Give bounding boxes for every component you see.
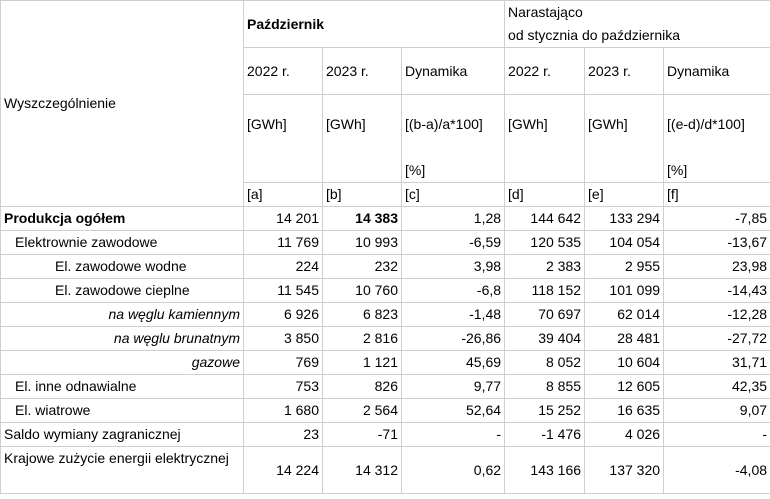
cell-b: 232 [323, 255, 402, 279]
row-label: na węglu kamiennym [1, 303, 244, 327]
cell-e: 12 605 [585, 375, 664, 399]
table-row [1, 303, 770, 327]
cell-d: -1 476 [505, 423, 585, 447]
col-letter-a: [a] [244, 183, 323, 207]
header-group-october: Październik [244, 1, 505, 48]
col-c-unit: [(b-a)/a*100] [402, 95, 505, 160]
table-row [1, 207, 770, 231]
cell-a: 14 201 [244, 207, 323, 231]
cell-a: 3 850 [244, 327, 323, 351]
col-letter-e: [e] [585, 183, 664, 207]
cell-f: -7,85 [664, 207, 770, 231]
cell-c: -26,86 [402, 327, 505, 351]
row-label: El. zawodowe wodne [1, 255, 244, 279]
col-f-pct: [%] [664, 159, 770, 183]
cell-d: 39 404 [505, 327, 585, 351]
table-row [1, 399, 770, 423]
cell-b: 10 760 [323, 279, 402, 303]
table-row [1, 327, 770, 351]
col-a-year: 2022 r. [244, 48, 323, 95]
cell-f: -12,28 [664, 303, 770, 327]
table-row [1, 423, 770, 447]
table-row [1, 255, 770, 279]
cell-d: 8 855 [505, 375, 585, 399]
cell-b: -71 [323, 423, 402, 447]
cell-f: 31,71 [664, 351, 770, 375]
cell-c: 45,69 [402, 351, 505, 375]
col-c-pct: [%] [402, 159, 505, 183]
cell-c: -6,59 [402, 231, 505, 255]
table-row [1, 231, 770, 255]
col-a-unit: [GWh] [244, 95, 323, 183]
header-group-cumulative-1: Narastająco [505, 1, 770, 25]
row-label: El. wiatrowe [1, 399, 244, 423]
cell-d: 120 535 [505, 231, 585, 255]
header-row-1 [1, 1, 770, 25]
cell-e: 16 635 [585, 399, 664, 423]
col-d-year: 2022 r. [505, 48, 585, 95]
cell-b: 2 816 [323, 327, 402, 351]
col-letter-d: [d] [505, 183, 585, 207]
col-letter-c: [c] [402, 183, 505, 207]
cell-d: 70 697 [505, 303, 585, 327]
cell-e: 2 955 [585, 255, 664, 279]
cell-c: -6,8 [402, 279, 505, 303]
cell-a: 23 [244, 423, 323, 447]
cell-b: 2 564 [323, 399, 402, 423]
cell-d: 2 383 [505, 255, 585, 279]
cell-c: 9,77 [402, 375, 505, 399]
col-f-title: Dynamika [664, 48, 770, 95]
cell-c: -1,48 [402, 303, 505, 327]
row-label: gazowe [1, 351, 244, 375]
cell-d: 8 052 [505, 351, 585, 375]
cell-c: 1,28 [402, 207, 505, 231]
cell-e: 28 481 [585, 327, 664, 351]
row-label: El. zawodowe cieplne [1, 279, 244, 303]
col-f-unit: [(e-d)/d*100] [664, 95, 770, 160]
cell-b: 14 312 [323, 447, 402, 494]
col-b-year: 2023 r. [323, 48, 402, 95]
col-d-unit: [GWh] [505, 95, 585, 183]
col-e-unit: [GWh] [585, 95, 664, 183]
col-c-title: Dynamika [402, 48, 505, 95]
cell-f: - [664, 423, 770, 447]
cell-b: 10 993 [323, 231, 402, 255]
cell-b: 6 823 [323, 303, 402, 327]
cell-a: 14 224 [244, 447, 323, 494]
row-label: Elektrownie zawodowe [1, 231, 244, 255]
cell-a: 769 [244, 351, 323, 375]
cell-d: 15 252 [505, 399, 585, 423]
table-row [1, 375, 770, 399]
cell-a: 11 545 [244, 279, 323, 303]
cell-f: -27,72 [664, 327, 770, 351]
col-letter-b: [b] [323, 183, 402, 207]
cell-b: 14 383 [323, 207, 402, 231]
cell-a: 6 926 [244, 303, 323, 327]
cell-f: 9,07 [664, 399, 770, 423]
cell-c: 52,64 [402, 399, 505, 423]
cell-e: 62 014 [585, 303, 664, 327]
cell-e: 10 604 [585, 351, 664, 375]
cell-d: 118 152 [505, 279, 585, 303]
cell-d: 143 166 [505, 447, 585, 494]
cell-c: 3,98 [402, 255, 505, 279]
header-label-col: Wyszczególnienie [1, 1, 244, 207]
col-letter-f: [f] [664, 183, 770, 207]
row-label: Saldo wymiany zagranicznej [1, 423, 244, 447]
cell-d: 144 642 [505, 207, 585, 231]
cell-c: 0,62 [402, 447, 505, 494]
table-row [1, 447, 770, 494]
cell-f: 23,98 [664, 255, 770, 279]
cell-e: 4 026 [585, 423, 664, 447]
cell-f: -14,43 [664, 279, 770, 303]
cell-e: 101 099 [585, 279, 664, 303]
cell-f: 42,35 [664, 375, 770, 399]
cell-a: 1 680 [244, 399, 323, 423]
cell-a: 753 [244, 375, 323, 399]
cell-b: 826 [323, 375, 402, 399]
row-label: Produkcja ogółem [1, 207, 244, 231]
col-b-unit: [GWh] [323, 95, 402, 183]
cell-e: 137 320 [585, 447, 664, 494]
cell-b: 1 121 [323, 351, 402, 375]
row-label: na węglu brunatnym [1, 327, 244, 351]
cell-e: 133 294 [585, 207, 664, 231]
cell-a: 224 [244, 255, 323, 279]
row-label: Krajowe zużycie energii elektrycznej [1, 447, 244, 494]
row-label: El. inne odnawialne [1, 375, 244, 399]
table-row [1, 279, 770, 303]
cell-f: -4,08 [664, 447, 770, 494]
cell-c: - [402, 423, 505, 447]
cell-f: -13,67 [664, 231, 770, 255]
table-row [1, 351, 770, 375]
header-group-cumulative-2: od stycznia do października [505, 24, 770, 48]
cell-e: 104 054 [585, 231, 664, 255]
col-e-year: 2023 r. [585, 48, 664, 95]
cell-a: 11 769 [244, 231, 323, 255]
